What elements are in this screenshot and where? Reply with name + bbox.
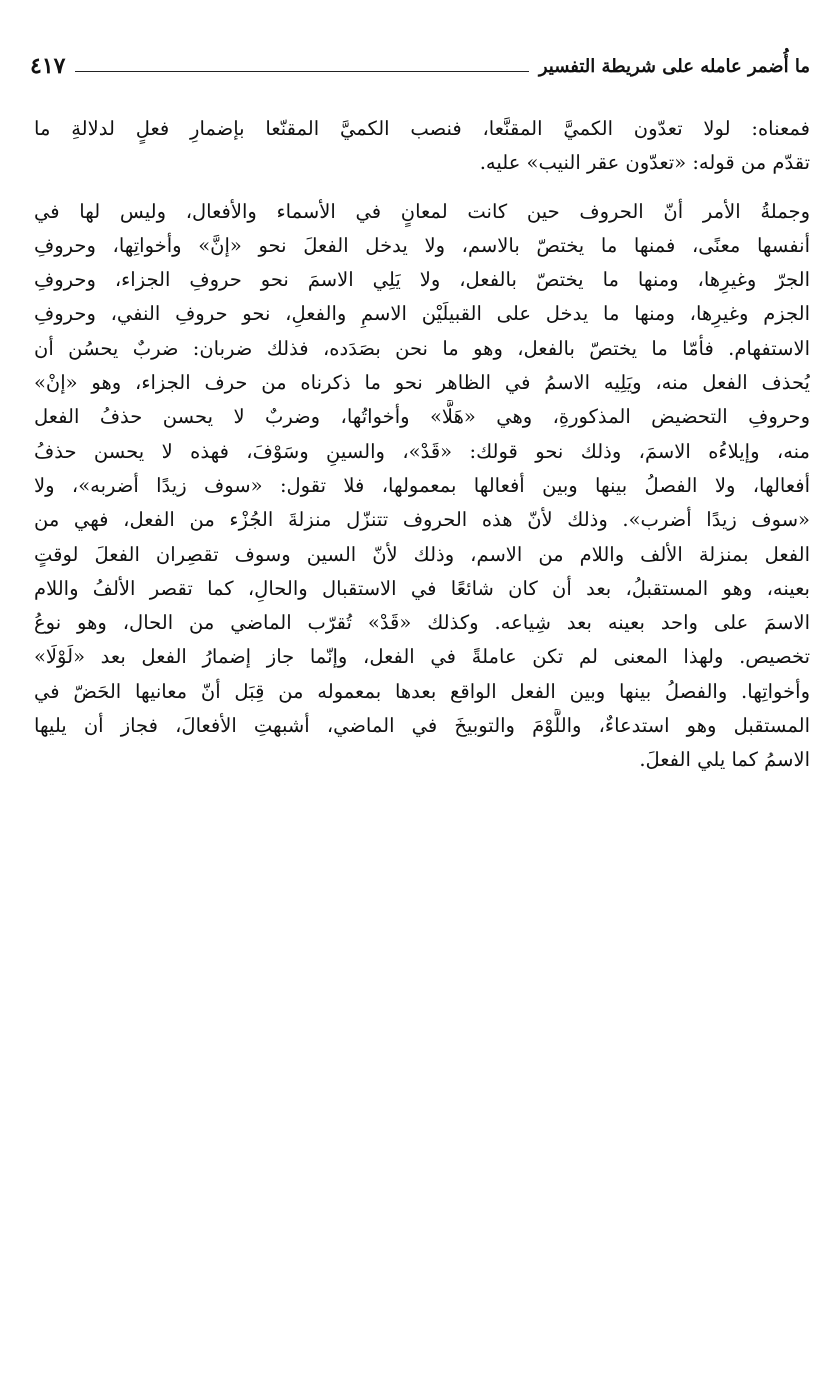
text-line: أنفسها معنًى، فمنها ما يختصّ بالاسم، ولا يدخل الفعلَ نحو «إنَّ» وأخواتِها، وحروفِ <box>34 233 810 257</box>
text-line: أفعالها، ولا الفصلُ بينها وبين أفعالها بمعمولها، فلا تقول: «سوف زيدًا أضربه»، ولا <box>34 473 810 497</box>
text-line: وأخواتِها. والفصلُ بينها وبين الفعل الواقع بعدها بمعموله من قِبَل أنّ معانيها الحَضّ في <box>34 679 810 703</box>
text-line: وحروفِ التحضيض المذكورةِ، وهي «هَلَّا» وأخواتُها، وضربٌ لا يحسن حذفُ الفعل <box>34 405 810 429</box>
text-line: تخصيص. ولهذا المعنى لم تكن عاملةً في الفعل، وإنّما جاز إضمارُ الفعل بعد «لَوْلَا» <box>34 645 810 669</box>
header-rule <box>75 71 528 72</box>
text-line: الجزم وغيرِها، ومنها ما يدخل على القبيلَيْن الاسمِ والفعلِ، نحو حروفِ النفي، وحروفِ <box>34 302 810 326</box>
running-header <box>30 48 810 84</box>
text-line: الاستفهام. فأمّا ما يختصّ بالفعل، وهو ما نحن بصَدَده، فذلك ضربان: ضربٌ يحسُن أن <box>34 336 810 360</box>
text-line: الاسمُ كما يلي الفعلَ. <box>639 748 810 772</box>
paragraph-gap <box>34 181 810 195</box>
text-line: «سوف زيدًا أضرب». وذلك لأنّ هذه الحروف تتنزّل منزلةَ الجُزْء من الفعل، فهي من <box>34 508 810 532</box>
text-line: يُحذف الفعل منه، ويَلِيه الاسمُ في الظاهر نحو ما ذكرناه من حرف الجزاء، وهو «إنْ» <box>34 371 810 395</box>
text-line: الفعل بمنزلة الألف واللام من الاسم، وذلك لأنّ السين وسوف تقصِران الفعلَ لوقتٍ <box>34 542 810 566</box>
text-line: تقدّم من قوله: «تعدّون عقر النيب» عليه. <box>479 151 810 175</box>
text-line: بعينه، وهو المستقبلُ، بعد أن كان شائعًا في الاستقبال والحالِ، كما تقصر الألفُ واللام <box>34 576 810 600</box>
text-line: منه، وإيلاءُه الاسمَ، وذلك نحو قولك: «قَدْ»، والسينِ وسَوْفَ، فهذه لا يحسن حذفُ <box>34 439 810 463</box>
text-line: وجملةُ الأمر أنّ الحروف حين كانت لمعانٍ في الأسماء والأفعال، وليس لها في <box>34 199 810 223</box>
text-line: فمعناه: لولا تعدّون الكميَّ المقنَّعا، فنصب الكميَّ المقنّعا بإضمارِ فعلٍ لدلالةِ ما <box>34 117 810 140</box>
page-number: ٤١٧ <box>30 53 66 79</box>
text-line: الجرّ وغيرِها، ومنها ما يختصّ بالفعل، ولا يَلِي الاسمَ نحو حروفِ الجزاء، وحروفِ <box>34 268 810 292</box>
body-text <box>34 112 810 778</box>
paragraph <box>34 112 810 181</box>
paragraph <box>34 195 810 778</box>
text-line: المستقبل وهو استدعاءٌ، واللَّوْمَ والتوبيخَ في الماضي، أشبهتِ الأفعالَ، فجاز أن يليها <box>34 714 810 738</box>
text-line: الاسمَ على واحد بعينه بعد شِياعه. وكذلك «قَدْ» تُقرّب الماضي من الحال، وهو نوعُ <box>34 611 810 635</box>
running-title: ما أُضمر عامله على شريطة التفسير <box>538 55 810 77</box>
